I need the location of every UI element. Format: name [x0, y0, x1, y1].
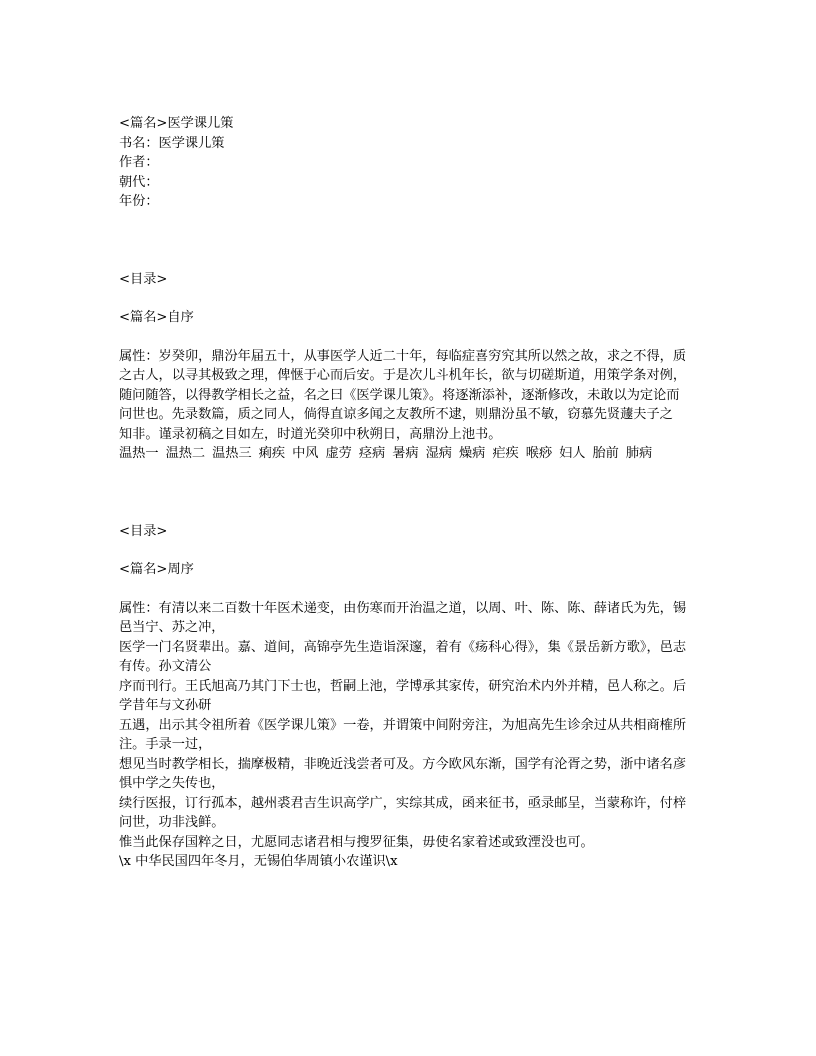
- paragraph-line: 想见当时教学相长，揣摩极精，非晚近浅尝者可及。方今欧风东渐，国学有沦胥之势，浙中诸名彦惧中学之失传也，: [119, 756, 687, 791]
- toc-label: <目录>: [119, 271, 168, 287]
- preface-body: [119, 347, 697, 445]
- chapter-item: 湿病: [425, 446, 452, 461]
- paragraph-line: 续行医报，订行孤本，越州裘君吉生识高学广，实综其成，函来征书，亟录邮呈，当蒙称许，付梓问世，功非浅鲜。: [119, 795, 687, 830]
- chapter-item: 疟疾: [492, 446, 519, 461]
- paragraph-line: 序而刊行。王氏旭高乃其门下士也，哲嗣上池，学博承其家传，研究治术内外并精，邑人称之。后学昔年与文孙研: [119, 678, 687, 713]
- book-name-line: 书名：医学课儿策: [119, 135, 225, 151]
- paragraph-line: 之古人，以寻其极致之理，俾惬于心而后安。于是次儿斗机年长，欲与切磋斯道，用策学条对例，: [119, 368, 687, 383]
- year-line: 年份：: [119, 194, 159, 209]
- toc-label: <目录>: [119, 523, 168, 539]
- chapter-item: 中风: [292, 446, 319, 461]
- title-line: <篇名>医学课儿策: [119, 116, 234, 131]
- paragraph-line: 五遇，出示其令祖所着《医学课儿策》一卷，并谓策中间附旁注，为旭高先生诊余过从共相商榷所注。手录一过，: [119, 717, 687, 752]
- paragraph-line: 知非。谨录初稿之目如左，时道光癸卯中秋朔日，高鼎汾上池书。: [119, 426, 502, 442]
- chapter-item: 胎前: [592, 446, 619, 461]
- paragraph-line: 属性：有清以来二百数十年医术递变，由伤寒而开治温之道，以周、叶、陈、陈、薛诸氏为先，锡邑当宁、苏之冲，: [119, 600, 687, 635]
- chapter-item: 暑病: [392, 446, 419, 461]
- chapter-item: 温热一: [119, 446, 159, 461]
- chapter-item: 肺病: [625, 446, 653, 461]
- paragraph-line: 问世也。先录数篇，质之同人，倘得直谅多闻之友教所不逮，则鼎汾虽不敏，窃慕先贤蘧夫子之: [119, 407, 673, 422]
- chapter-title: <篇名>周序: [119, 562, 194, 577]
- chapter-item: 喉痧: [525, 446, 553, 461]
- chapter-item: 温热三: [212, 446, 252, 461]
- chapter-item: 痉病: [358, 446, 386, 461]
- chapter-item: 温热二: [165, 446, 206, 461]
- paragraph-line: 惟当此保存国粹之日，尤愿同志诸君相与搜罗征集，毋使名家着述或致湮没也可。: [119, 834, 594, 850]
- dynasty-line: 朝代：: [119, 174, 159, 190]
- chapter-title: <篇名>自序: [119, 310, 194, 325]
- document-page: [119, 114, 697, 872]
- chapter-item: 燥病: [458, 446, 486, 461]
- chapter-list: [119, 444, 697, 464]
- chapter-item: 妇人: [559, 446, 586, 461]
- paragraph-line: 属性：岁癸卯，鼎汾年届五十，从事医学人近二十年，每临症喜穷究其所以然之故，求之不得，质: [119, 348, 687, 364]
- paragraph-line: 随问随答，以得教学相长之益，名之曰《医学课儿策》。将逐渐添补，逐渐修改，未敢以为定论而: [119, 387, 680, 403]
- chapter-item: 痢疾: [258, 446, 286, 461]
- paragraph-line: 医学一门名贤辈出。嘉、道间，高锦亭先生造诣深邃，着有《疡科心得》，集《景岳新方歌》，邑志有传。孙文清公: [119, 639, 687, 674]
- author-line: 作者：: [119, 155, 159, 170]
- chapter-item: 虚劳: [325, 446, 352, 461]
- preface-body: [119, 599, 697, 872]
- signature-line: \x 中华民国四年冬月，无锡伯华周镇小农谨识\x: [119, 854, 398, 869]
